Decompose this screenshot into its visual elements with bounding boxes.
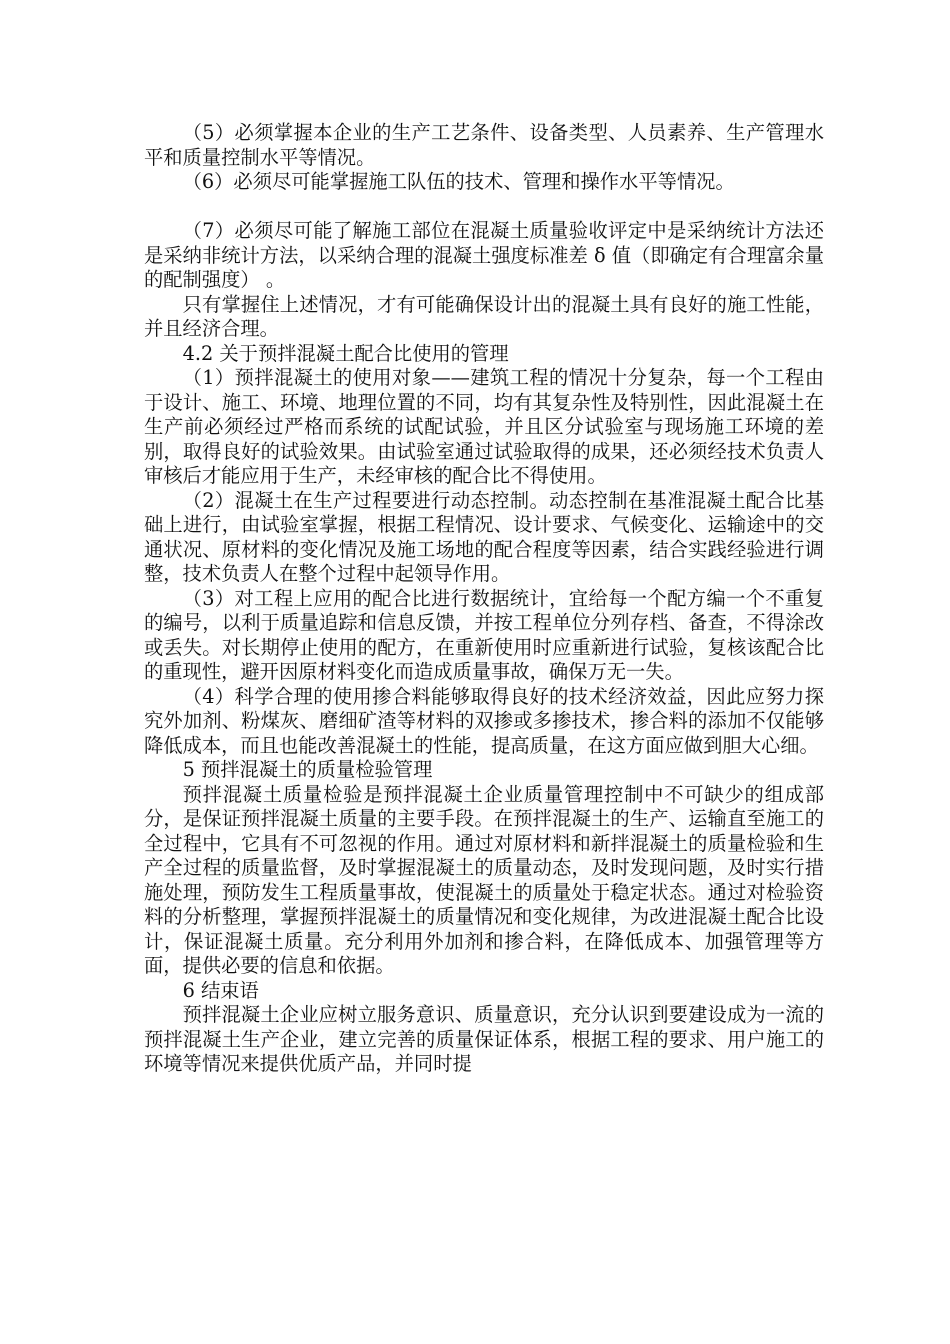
section-heading-5: 5 预拌混凝土的质量检验管理 xyxy=(182,758,433,781)
paragraph-summary: 只有掌握住上述情况，才有可能确保设计出的混凝土具有良好的施工性能，并且经济合理。 xyxy=(144,292,824,340)
body-text xyxy=(144,121,824,1077)
section-heading-4-2: 4.2 关于预拌混凝土配合比使用的管理 xyxy=(182,341,509,365)
paragraph-4-2-4: （4）科学合理的使用掺合料能够取得良好的技术经济效益，因此应努力探究外加剂、粉煤灰、磨细矿渣等材料的双掺或多掺技术，掺合料的添加不仅能够降低成本，而且也能改善混凝土的性能，提高质量，在这方面应做到胆大心细。 xyxy=(144,684,824,757)
paragraph-4-2-2: （2）混凝土在生产过程要进行动态控制。动态控制在基准混凝土配合比基础上进行，由试验室掌握，根据工程情况、设计要求、气候变化、运输途中的交通状况、原材料的变化情况及施工场地的配合程度等因素，结合实践经验进行调整，技术负责人在整个过程中起领导作用。 xyxy=(144,488,824,585)
paragraph-7: （7）必须尽可能了解施工部位在混凝土质量验收评定中是采纳统计方法还是采纳非统计方法，以采纳合理的混凝土强度标准差 δ 值（即确定有合理富余量的配制强度） 。 xyxy=(144,219,824,291)
paragraph-6-body: 预拌混凝土企业应树立服务意识、质量意识，充分认识到要建设成为一流的预拌混凝土生产企业，建立完善的质量保证体系，根据工程的要求、用户施工的环境等情况来提供优质产品，并同时提 xyxy=(144,1003,824,1075)
paragraph-5-body: 预拌混凝土质量检验是预拌混凝土企业质量管理控制中不可缺少的组成部分，是保证预拌混凝土质量的主要手段。在预拌混凝土的生产、运输直至施工的全过程中，它具有不可忽视的作用。通过对原材料和新拌混凝土的质量检验和生产全过程的质量监督，及时掌握混凝土的质量动态，及时发现问题，及时实行措施处理，预防发生工程质量事故，使混凝土的质量处于稳定状态。通过对检验资料的分析整理，掌握预拌混凝土的质量情况和变化规律，为改进混凝土配合比设计，保证混凝土质量。充分利用外加剂和掺合料，在降低成本、加强管理等方面，提供必要的信息和依据。 xyxy=(144,782,824,977)
paragraph-6: （6）必须尽可能掌握施工队伍的技术、管理和操作水平等情况。 xyxy=(182,170,735,193)
section-heading-6: 6 结束语 xyxy=(182,978,259,1002)
paragraph-4-2-1: （1）预拌混凝土的使用对象——建筑工程的情况十分复杂，每一个工程由于设计、施工、环境、地理位置的不同，均有其复杂性及特别性，因此混凝土在生产前必须经过严格而系统的试配试验，并且区分试验室与现场施工环境的差别，取得良好的试验效果。由试验室通过试验取得的成果，还必须经技术负责人审核后才能应用于生产，未经审核的配合比不得使用。 xyxy=(144,366,824,487)
paragraph-4-2-3: （3）对工程上应用的配合比进行数据统计，宜给每一个配方编一个不重复的编号，以利于质量追踪和信息反馈，并按工程单位分列存档、备查，不得涂改或丢失。对长期停止使用的配方，在重新使用时应重新进行试验，复核该配合比的重现性，避开因原材料变化而造成质量事故，确保万无一失。 xyxy=(144,586,824,683)
paragraph-5: （5）必须掌握本企业的生产工艺条件、设备类型、人员素养、生产管理水平和质量控制水平等情况。 xyxy=(144,121,824,169)
